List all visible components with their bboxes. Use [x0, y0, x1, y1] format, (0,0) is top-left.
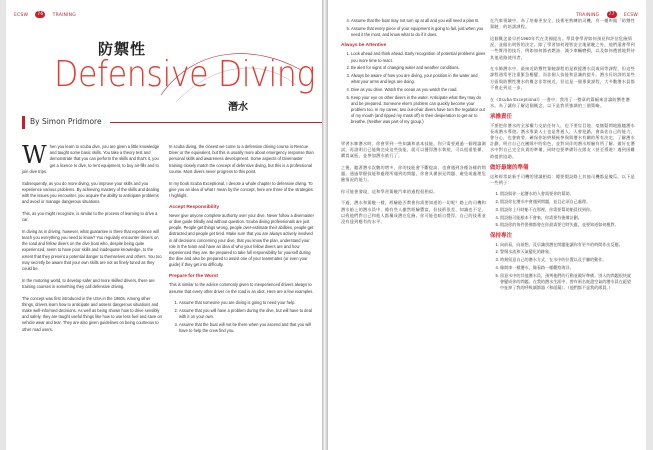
list-item: 3. 假設你上升時船不在那裡，你需要幫助船員找到你。 [500, 207, 635, 213]
left-page [6, 0, 322, 450]
paragraph: Subsequently, as you do more diving, you improve your skills and you experience various problems. By achieving mastery of the skills and dealing with the issues you encounter, you acquire the ability to anticipate problems and avoid or manage dangerous situations. [22, 180, 160, 205]
chinese-paragraph: 你可能會發現，這和學習駕駛汽車的過程很相似。 [341, 188, 438, 194]
list-item: 2. 警惕水流和天氣變化的跡象。 [500, 249, 635, 255]
numbered-list [169, 300, 314, 334]
magazine-label: ECSW [623, 13, 638, 18]
chinese-paragraph: 不過，潛水和駕駛一樣，經驗能否教會你需要知道的一切呢？路上的司機和潛水船上的潛水員中，總有些人雖然經驗豐富，但技術很差、知識也不足，以致他們對自己和他人都構成潛在危險。你可能也暗自覺得，自己的技術並沒有達到應有的水平。 [341, 200, 486, 225]
list-item: 2. 假設你在潛水中會遇到問題，並且必須自己處理。 [500, 199, 635, 205]
title-chinese: 防禦性 [98, 40, 147, 58]
list-item: 1. 向前看，向前想。及早識別潛在問題能讓你有更多的時間作出反應。 [500, 242, 635, 248]
chinese-paragraph: 之後，隨著潛水次數的增多，你的技能會不斷提高，也會遇到各種各樣的問題。通過掌握技能和處理所遇到的問題，你會具備預見問題、避免或處理危險情況的能力。 [341, 164, 486, 183]
section-label: TRAINING [576, 13, 600, 18]
page-number: 77 [608, 12, 615, 17]
paragraph: The concept was first introduced in the USA in the 1960s. Among other things, drivers learn how to anticipate and assess dangerous situations and make well-informed decisions. As well as being shown how to drive sensibly and safely, they are taught useful things like how to use less fuel and save on vehicle wear and tear. They are also given guidelines on being courteous to other road users. [22, 295, 162, 332]
author: By Simon Pridmore [30, 117, 102, 126]
byline [22, 116, 322, 129]
chinese-paragraph: 在水肺潛水中，最接近防禦性駕駛課程的是救援潛水員或同等課程，但這些課程通常更注重緊急應變，而非個人技能和意識的提升。潛水長培訓的某些方面與防禦性潛水的概念非常接近，但這是一個專業課程，大多數潛水員都不會走到這一步。 [490, 66, 635, 90]
list-item: 1. Look ahead and think ahead. Early recognition of potential problems gives you more time to react. [351, 51, 486, 63]
paragraph: In diving as in driving, however, what guarantee is there that experience will teach you everything you need to know? You regularly encounter drivers on the road and fellow divers on the dive boat who, despite being quite experienced, seem to have poor skills and inadequate knowledge, to the extent that they present a potential danger to themselves and others. You too may secretly be aware that your own skills are not as finely tuned as they could be. [22, 228, 162, 271]
list-item: 5. 假設你的每件裝備都會在你最需要它時失靈，並要知道如何應對。 [500, 222, 635, 228]
chinese-paragraph: 在《Scuba Exceptional》一書中，我用了一整章的篇幅來討論防禦性潛水。為了讓你了解這個概念，以下是我所強調的三個策略。 [490, 96, 631, 108]
paragraph: In my book Scuba Exceptional, I devote a whole chapter to defensive diving. To give you an idea of what I mean by the concept, here are three of the strategies I highlight. [169, 180, 313, 198]
article-column-4 [490, 18, 635, 296]
magazine-label: ECSW [14, 13, 29, 18]
section-heading: Always be Attentive [341, 43, 387, 49]
list-item: 4. 假設船可能根本不會來，你需要有後備計劃。 [500, 215, 635, 221]
left-running-header [14, 11, 76, 18]
list-item: 2. Be alert for signs of changing water and weather conditions. [351, 65, 486, 71]
section-heading: 做好最壞的準備 [490, 165, 529, 172]
list-item: 3. Assume that the boat will not be there when you ascend and that you will have to help the crew find you. [179, 322, 314, 334]
section-heading: Prepare for the Worst [169, 274, 218, 280]
list-item: 4. Dive as you drive. Watch the ocean as you watch the road. [351, 87, 486, 93]
chinese-paragraph: 這和經常給新手司機的建議相似：總要假設路上其他司機都是傻瓜。以下是一些例子： [490, 173, 635, 185]
paragraph: In scuba diving, the closest we come to a defensive driving course is Rescue Diver or the equivalent, but this is usually more about emergency response than personal skills and awareness development. Some aspects of Divemaster training closely match the concept of defensive diving, but this is a professional course. Most divers never progress to this point. [169, 144, 314, 174]
article-column-2 [169, 144, 314, 339]
article-column-1 [22, 141, 162, 338]
chinese-paragraph: 在汽車領域中，為了培養更安全、技術更熟練的司機，有一種叫做「防禦性駕駛」的培訓課程。 [490, 18, 635, 30]
chinese-paragraph: 這個概念最早於1960年代在美國提出。學員會學習如何預見和評估危險情況，並做出明智的決定。除了學習如何理智安全地駕駛之外，他們還會學到一些實用的技巧，例如如何節省燃油、減少車輛磨損，以及如何禮貌地對待其他道路使用者。 [490, 35, 635, 60]
section-heading: 承擔責任 [490, 114, 513, 121]
list-item: 2. Assume that you will have a problem during the dive, but will have to deal with it on your own. [179, 308, 314, 320]
paragraph: This is similar to the advice commonly given to inexperienced drivers always to assume that every other driver on the road is an idiot. Here are a few examples. [169, 282, 314, 294]
section-label: TRAINING [52, 13, 76, 18]
list-item: 5. Assume that every piece of your equipment is going to fail, just when you need it the most, and know what to do if it does. [351, 26, 486, 38]
section-heading: 保持專注 [490, 233, 513, 240]
paragraph: In the motoring world, to develop safer and more skilled drivers, there are training courses in something they call defensive driving. [22, 277, 155, 289]
drop-cap: W [22, 141, 47, 169]
list-item: 1. Assume that someone you are diving is going to need your help. [179, 300, 314, 306]
chinese-paragraph: 不要把你潛水的全部權力交給任何人，也不要盲目地、毫無疑問地跟隨潛水長或潛水導遊。潛水專業人士也是普通人，人會犯錯，會高估自己的能力，會分心，也會疲勞。確保你始終積極參與與潛水有關的所有決定，了解潛水計劃，明白自己在團隊中的角色，並對同伴的潛水經驗有所了解。做好在潛水中對自己完全負責的準備，同時也要準備好在隊友（甚至導遊）遇到困難時提供協助。 [490, 122, 635, 159]
numbered-list [490, 191, 635, 228]
title-english: Defensive Diving [54, 54, 316, 95]
list-item: 3. Always be aware of how you are diving, your position in the water and what your arms and legs are doing. [351, 73, 486, 85]
paragraph [22, 141, 162, 175]
page-number: 76 [37, 12, 44, 17]
byline-bar [22, 116, 25, 129]
article-column-3 [341, 18, 486, 231]
list-item: 4. Assume that the boat may not turn up at all and you will need a plan B. [351, 18, 486, 24]
right-page [328, 0, 646, 450]
chinese-paragraph: 學習水肺潛水時，你會學到一些知識和基本技能。你只需要通過一個理論測試，再證明自己能夠完成這些技能，就可以獲得潛水執照，可以租借裝備、購買氣瓶，並參加潛水旅行了。 [341, 140, 486, 158]
list-item: 3. 時刻留意自己的潛水方式、在水中的位置以及手腳的動作。 [500, 257, 635, 263]
paragraph: This, as you might recognize, is similar to the process of learning to drive a car. [22, 210, 158, 223]
numbered-list [490, 242, 635, 291]
paragraph: Never give anyone complete authority over your dive. Never follow a divemaster or dive guide blindly and without question. Scuba diving professionals are just people. People get things wrong, people over-estimate their abilities, people get distracted and people get tired. Make sure that you are always actively involved in all decisions concerning your dive, that you know the plan, understand your role in the team and have an idea of who your fellow divers are and how experienced they are. Be prepared to take full responsibility for yourself during the dive and also be prepared to assist one of your teammates (or even your guide) if they get into difficulty. [169, 212, 314, 268]
paragraph-text: hen you learn to scuba dive, you are given a little knowledge and taught some basic skills. You take a theory test and demonstrate that you can perform the skills and that's it, you get a licence to dive, to rent equipment, to buy air-fills and to join dive trips. [22, 144, 160, 174]
list-item: 5. Keep your eye on other divers in the water. Anticipate what they may do and be prepared. Someone else's problem can quickly become your problem too. In my career, two out-of-air divers have torn the regulator out of my mouth (and ripped my mask off) in their desperation to get air to breathe. (Neither was part of my group.) [351, 95, 486, 126]
right-running-header [576, 11, 638, 18]
byline-rule [110, 122, 322, 123]
section-heading: Accept Responsibility [169, 204, 220, 210]
list-item: 5. 留意水中的其他潛水員，預判他們的行動並做好準備。別人的問題很快就會變成你的問題。在我的潛水生涯中，曾有兩名耗盡空氣的潛水員在絕望中扯掉了我的呼吸調節器（和面鏡）。（他們都不是我的隊員。） [500, 273, 635, 292]
numbered-list [341, 18, 486, 38]
list-item: 1. 假設與你一起潛水的人會需要你的幫助。 [500, 191, 635, 197]
numbered-list [341, 51, 486, 125]
subtitle-chinese: 潛水 [228, 102, 248, 113]
list-item: 4. 像開車一樣潛水，像看路一樣觀察海洋。 [500, 265, 635, 271]
